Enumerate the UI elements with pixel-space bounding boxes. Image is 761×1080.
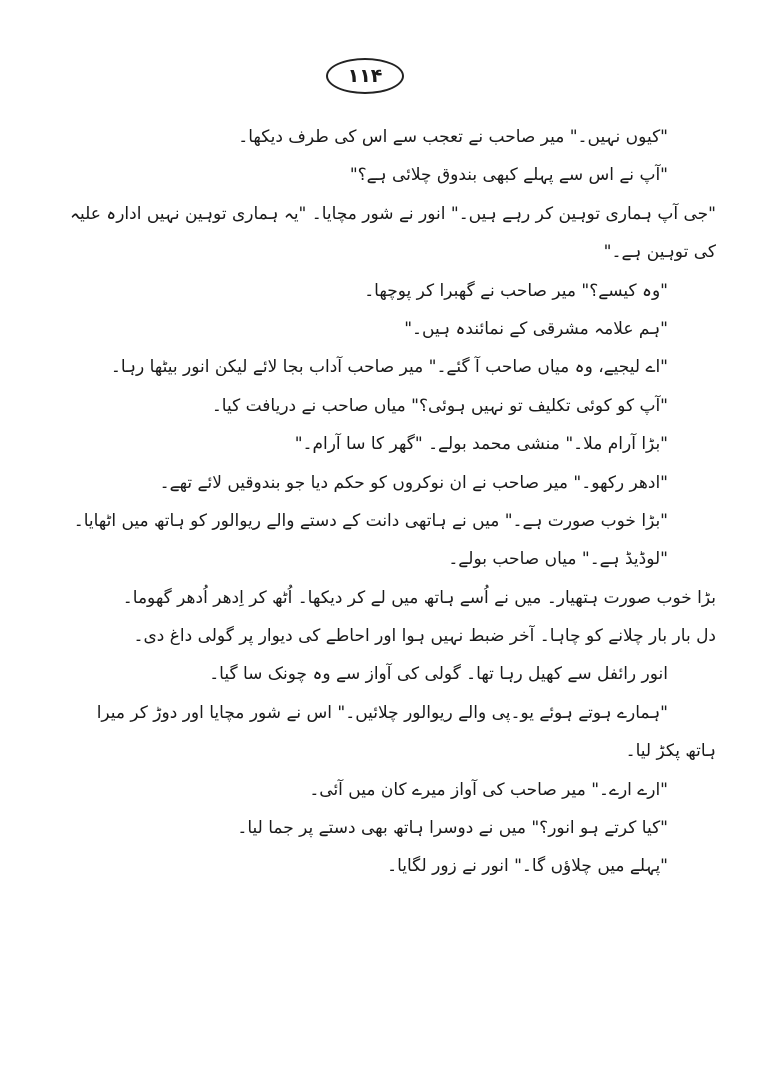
text-line: "آپ نے اس سے پہلے کبھی بندوق چلائی ہے؟": [349, 165, 668, 186]
text-line: "ادھر رکھو۔" میر صاحب نے ان نوکروں کو حکم دیا جو بندوقیں لائے تھے۔: [159, 472, 668, 493]
text-line: ہاتھ پکڑ لیا۔: [625, 741, 716, 762]
text-line: "لوڈیڈ ہے۔" میاں صاحب بولے۔: [448, 549, 668, 570]
text-line: "بڑا آرام ملا۔" منشی محمد بولے۔ "گھر کا سا آرام۔": [294, 434, 668, 455]
text-line: "آپ کو کوئی تکلیف تو نہیں ہوئی؟" میاں صاحب نے دریافت کیا۔: [211, 395, 668, 416]
text-line: "جی آپ ہماری توہین کر رہے ہیں۔" انور نے شور مچایا۔ "یہ ہماری توہین نہیں ادارہ علیہ: [70, 203, 716, 224]
text-line: "کیا کرتے ہو انور؟" میں نے دوسرا ہاتھ بھی دستے پر جما لیا۔: [237, 818, 668, 839]
text-line: انور رائفل سے کھیل رہا تھا۔ گولی کی آواز سے وہ چونک سا گیا۔: [209, 664, 668, 685]
text-line: "ہمارے ہوتے ہوئے یو۔پی والے ریوالور چلائیں۔" اس نے شور مچایا اور دوڑ کر میرا: [96, 702, 668, 723]
text-line: "ارے ارے۔" میر صاحب کی آواز میرے کان میں آئی۔: [309, 779, 668, 800]
text-line: "پہلے میں چلاؤں گا۔" انور نے زور لگایا۔: [387, 856, 668, 877]
text-line: "وہ کیسے؟" میر صاحب نے گھبرا کر پوچھا۔: [364, 280, 668, 301]
body-text: [36, 118, 716, 886]
text-line: "ہم علامہ مشرقی کے نمائندہ ہیں۔": [404, 318, 668, 339]
text-line: "کیوں نہیں۔" میر صاحب نے تعجب سے اس کی طرف دیکھا۔: [238, 127, 668, 147]
text-line: دل بار بار چلانے کو چاہا۔ آخر ضبط نہیں ہوا اور احاطے کی دیوار پر گولی داغ دی۔: [133, 626, 716, 647]
text-line: کی توہین ہے۔": [603, 242, 716, 263]
text-line: "بڑا خوب صورت ہے۔" میں نے ہاتھی دانت کے دستے والے ریوالور کو ہاتھ میں اٹھایا۔: [73, 510, 668, 531]
page-number: ۱۱۴: [326, 58, 404, 94]
text-line: بڑا خوب صورت ہتھیار۔ میں نے اُسے ہاتھ میں لے کر دیکھا۔ اُٹھ کر اِدھر اُدھر گھوما۔: [122, 587, 716, 608]
text-line: "اے لیجیے، وہ میاں صاحب آ گئے۔" میر صاحب آداب بجا لائے لیکن انور بیٹھا رہا۔: [110, 357, 668, 378]
